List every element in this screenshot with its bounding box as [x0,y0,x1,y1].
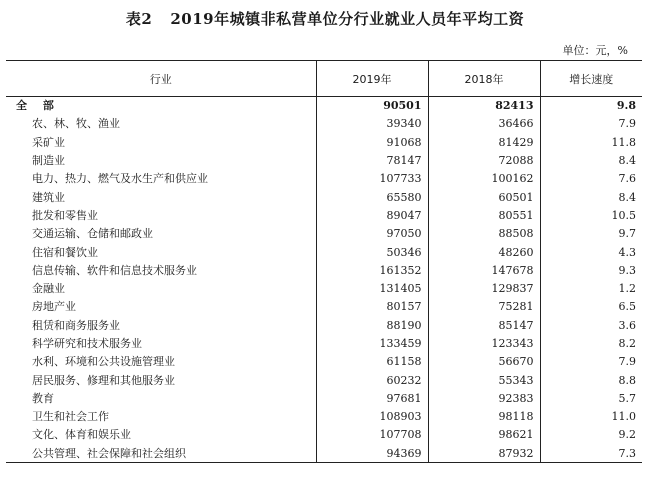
value-2018: 72088 [428,151,540,169]
industry-name: 房地产业 [32,300,76,314]
growth-rate: 3.6 [540,316,642,334]
total-2018: 82413 [428,97,540,115]
growth-rate: 9.7 [540,225,642,243]
value-2018: 81429 [428,133,540,151]
value-2019: 65580 [316,188,428,206]
table-row [6,115,642,133]
table-row [6,334,642,352]
growth-rate: 8.2 [540,334,642,352]
growth-rate: 7.9 [540,115,642,133]
header-2018: 2018年 [428,61,540,97]
value-2018: 87932 [428,444,540,462]
value-2018: 85147 [428,316,540,334]
industry-name: 建筑业 [32,190,65,204]
value-2018: 48260 [428,243,540,261]
growth-rate: 9.2 [540,426,642,444]
industry-name: 农、林、牧、渔业 [32,117,120,131]
value-2019: 50346 [316,243,428,261]
table-row [6,133,642,151]
value-2019: 97050 [316,225,428,243]
value-2018: 60501 [428,188,540,206]
table-number: 表2 [125,10,153,28]
value-2018: 88508 [428,225,540,243]
value-2018: 36466 [428,115,540,133]
industry-name: 制造业 [32,154,65,168]
value-2019: 107733 [316,170,428,188]
growth-rate: 7.6 [540,170,642,188]
value-2019: 133459 [316,334,428,352]
table-row [6,206,642,224]
value-2019: 78147 [316,151,428,169]
value-2018: 129837 [428,279,540,297]
value-2018: 55343 [428,371,540,389]
growth-rate: 9.3 [540,261,642,279]
value-2018: 56670 [428,353,540,371]
header-industry: 行业 [6,61,316,97]
value-2018: 123343 [428,334,540,352]
table-row [6,188,642,206]
table-row [6,225,642,243]
wage-table [6,60,642,463]
value-2019: 91068 [316,133,428,151]
value-2019: 161352 [316,261,428,279]
growth-rate: 4.3 [540,243,642,261]
table-row [6,389,642,407]
value-2019: 60232 [316,371,428,389]
value-2019: 88190 [316,316,428,334]
table-row [6,243,642,261]
industry-name: 电力、热力、燃气及水生产和供应业 [32,172,208,186]
industry-name: 租赁和商务服务业 [32,318,120,332]
table-row [6,408,642,426]
table-row [6,170,642,188]
industry-name: 居民服务、修理和其他服务业 [32,373,175,387]
total-growth: 9.8 [540,97,642,115]
table-row [6,316,642,334]
table-row [6,426,642,444]
value-2018: 75281 [428,298,540,316]
growth-rate: 5.7 [540,389,642,407]
header-2019: 2019年 [316,61,428,97]
industry-name: 卫生和社会工作 [32,410,109,424]
table-row [6,298,642,316]
table-title-text: 2019年城镇非私营单位分行业就业人员年平均工资 [170,10,525,28]
table-row [6,261,642,279]
value-2018: 98118 [428,408,540,426]
value-2019: 97681 [316,389,428,407]
value-2019: 61158 [316,353,428,371]
industry-name: 住宿和餐饮业 [32,245,98,259]
table-row [6,444,642,462]
industry-name: 采矿业 [32,135,65,149]
value-2018: 92383 [428,389,540,407]
growth-rate: 11.0 [540,408,642,426]
industry-name: 金融业 [32,282,65,296]
growth-rate: 8.8 [540,371,642,389]
value-2018: 98621 [428,426,540,444]
unit-note: 单位：元，% [562,44,628,57]
value-2019: 89047 [316,206,428,224]
value-2019: 107708 [316,426,428,444]
value-2019: 131405 [316,279,428,297]
growth-rate: 11.8 [540,133,642,151]
table-row [6,371,642,389]
growth-rate: 8.4 [540,188,642,206]
growth-rate: 8.4 [540,151,642,169]
growth-rate: 1.2 [540,279,642,297]
value-2019: 108903 [316,408,428,426]
growth-rate: 10.5 [540,206,642,224]
industry-name: 水利、环境和公共设施管理业 [32,355,175,369]
table-body [6,97,642,463]
total-row [6,97,642,115]
growth-rate: 7.3 [540,444,642,462]
industry-name: 文化、体育和娱乐业 [32,428,131,442]
value-2018: 100162 [428,170,540,188]
growth-rate: 7.9 [540,353,642,371]
value-2018: 147678 [428,261,540,279]
table-row [6,279,642,297]
value-2019: 94369 [316,444,428,462]
table-row [6,353,642,371]
value-2018: 80551 [428,206,540,224]
industry-name: 公共管理、社会保障和社会组织 [6,444,316,462]
value-2019: 39340 [316,115,428,133]
industry-name: 科学研究和技术服务业 [32,337,142,350]
table-row [6,151,642,169]
table-title [0,8,650,29]
industry-name: 教育 [32,391,54,405]
industry-name: 批发和零售业 [32,208,98,222]
industry-name: 信息传输、软件和信息技术服务业 [32,263,197,277]
total-2019: 90501 [316,97,428,115]
total-label: 全 部 [16,99,60,113]
value-2019: 80157 [316,298,428,316]
growth-rate: 6.5 [540,298,642,316]
table-header [6,61,642,97]
header-growth: 增长速度 [540,61,642,97]
industry-name: 交通运输、仓储和邮政业 [32,227,153,241]
